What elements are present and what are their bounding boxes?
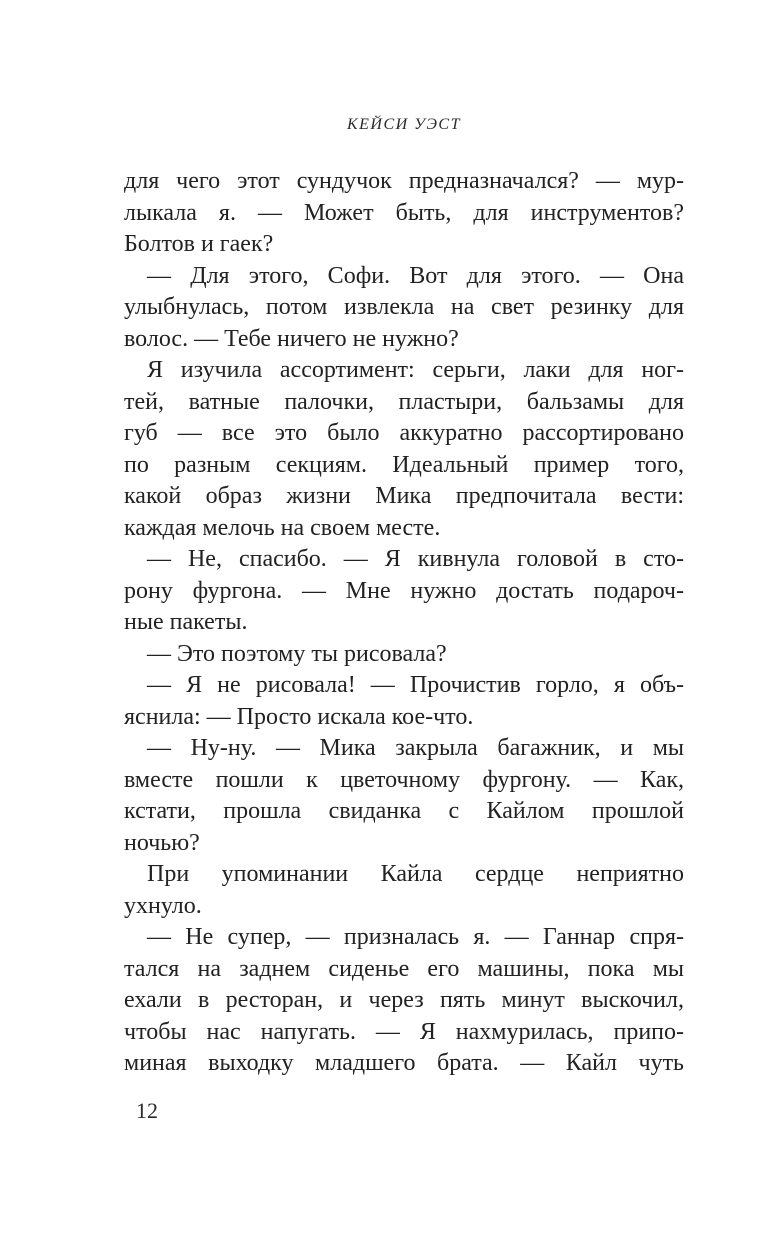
text-line: какой образ жизни Мика предпочитала вести: <box>124 483 684 509</box>
text-line: ухнуло. <box>124 892 202 919</box>
text-line: губ — все это было аккуратно рассортировано <box>124 420 684 446</box>
text-line: миная выходку младшего брата. — Кайл чуть <box>124 1050 684 1076</box>
text-line: кстати, прошла свиданка с Кайлом прошлой <box>124 798 684 824</box>
text-line: ночью? <box>124 829 200 856</box>
text-line: — Это поэтому ты рисовала? <box>147 640 447 667</box>
text-line: Я изучила ассортимент: серьги, лаки для ног- <box>147 357 684 383</box>
text-line: чтобы нас напугать. — Я нахмурилась, припо- <box>124 1018 684 1045</box>
text-line: — Ну-ну. — Мика закрыла багажник, и мы <box>147 735 684 761</box>
text-line: тался на заднем сиденье его машины, пока мы <box>124 955 684 982</box>
text-line: ные пакеты. <box>124 609 248 635</box>
text-line: волос. — Тебе ничего не нужно? <box>124 325 459 352</box>
text-line: вместе пошли к цветочному фургону. — Как, <box>124 766 684 793</box>
text-line: улыбнулась, потом извлекла на свет резинку для <box>124 294 684 320</box>
text-line: — Для этого, Софи. Вот для этого. — Она <box>147 262 684 289</box>
page-number: 12 <box>136 1098 158 1123</box>
text-line: по разным секциям. Идеальный пример того, <box>124 451 684 478</box>
text-line: тей, ватные палочки, пластыри, бальзамы для <box>124 388 684 415</box>
text-line: каждая мелочь на своем месте. <box>124 514 441 541</box>
text-line: яснила: — Просто искала кое-что. <box>124 703 474 730</box>
text-line: Болтов и гаек? <box>124 231 274 257</box>
text-line: ехали в ресторан, и через пять минут выскочил, <box>124 987 684 1013</box>
text-line: лыкала я. — Может быть, для инструментов? <box>124 199 684 226</box>
body-text <box>124 166 684 1080</box>
text-line: для чего этот сундучок предназначался? — мур- <box>124 168 684 194</box>
running-head: КЕЙСИ УЭСТ <box>347 116 461 133</box>
text-line: — Не, спасибо. — Я кивнула головой в сто- <box>147 546 684 572</box>
text-line: — Я не рисовала! — Прочистив горло, я объ- <box>147 672 684 698</box>
text-line: — Не супер, — призналась я. — Ганнар спря- <box>147 924 684 950</box>
text-line: При упоминании Кайла сердце неприятно <box>147 861 684 887</box>
text-line: рону фургона. — Мне нужно достать подароч- <box>124 577 684 604</box>
